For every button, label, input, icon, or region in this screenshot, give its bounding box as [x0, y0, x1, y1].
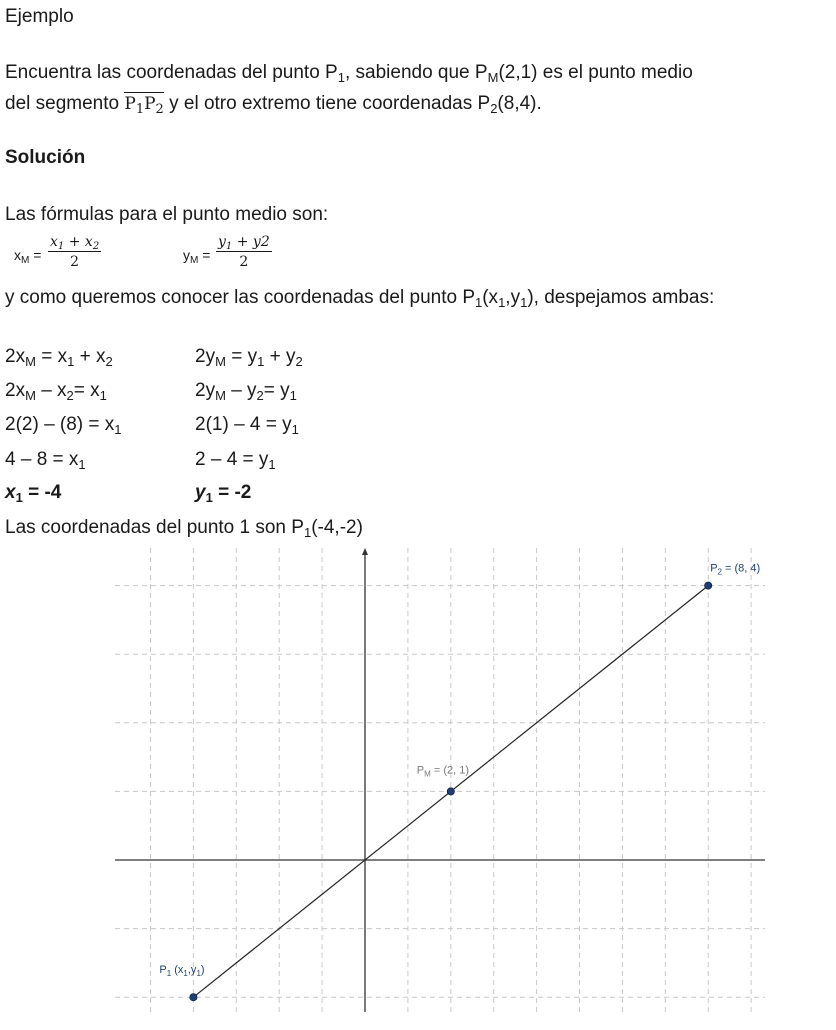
result-value: = -4: [22, 482, 62, 503]
subscript: M: [25, 388, 36, 403]
segment-letter: P: [144, 94, 156, 114]
problem-text: Encuentra las coordenadas del punto P: [5, 62, 338, 83]
subscript: 1: [15, 490, 23, 505]
step-text: + x: [74, 346, 106, 367]
point-p2: [705, 582, 712, 589]
problem-text: (2,1) es el punto medio: [498, 62, 693, 83]
subscript: M: [215, 354, 226, 369]
subscript: 1: [67, 354, 75, 369]
step-text: – x: [35, 380, 67, 401]
solution-heading-text: Solución: [5, 147, 86, 168]
sentence-text: (x: [482, 287, 499, 308]
problem-text: , sabiendo que P: [344, 62, 488, 83]
formula-var: x: [14, 247, 21, 263]
subscript: 1: [498, 295, 506, 310]
step-text: 2x: [5, 346, 26, 367]
subscript: 2: [66, 388, 74, 403]
step-text: 2x: [5, 380, 26, 401]
step-text: = y: [225, 346, 258, 367]
step-text: = x: [35, 346, 68, 367]
subscript: M: [21, 255, 30, 266]
formula-var: y: [183, 247, 190, 263]
formula-var: + y2: [236, 234, 270, 250]
subscript: 1: [520, 295, 528, 310]
problem-text: y el otro extremo tiene coordenadas P: [163, 93, 491, 114]
point-label-p1: $P_1$ $(x_1,y_1)$: [159, 964, 205, 979]
step-text: 2 – 4 = y: [195, 449, 269, 470]
grid-vertical-lines: [151, 548, 752, 1012]
subscript: 1: [114, 422, 122, 437]
subscript: 1: [475, 295, 483, 310]
point-label-pm: $P_M = (2$, 1): [416, 764, 470, 779]
subscript: M: [190, 255, 199, 266]
step-text: 2y: [195, 380, 216, 401]
subscript: 2: [155, 102, 164, 117]
sentence-text: ,y: [505, 287, 521, 308]
subscript: M: [487, 70, 499, 85]
subscript: M: [215, 388, 226, 403]
subscript: 1: [291, 422, 299, 437]
step-text: = y: [263, 380, 290, 401]
formula-var: x: [50, 234, 58, 250]
subscript: 1: [205, 490, 213, 505]
step-text: 2(1) – 4 = y: [195, 414, 292, 435]
subscript: 1: [225, 241, 233, 252]
graph-labels: [159, 563, 760, 979]
subscript: 1: [99, 388, 107, 403]
example-heading-text: Ejemplo: [5, 6, 74, 27]
sentence-text: ), despejamos ambas:: [527, 287, 715, 308]
subscript: 1: [257, 354, 265, 369]
formulas-intro-text: Las fórmulas para el punto medio son:: [5, 204, 329, 225]
subscript: 1: [78, 457, 86, 472]
subscript: 1: [135, 102, 145, 117]
subscript: M: [25, 354, 36, 369]
step-text: 4 – 8 = x: [5, 449, 79, 470]
subscript: 1: [289, 388, 297, 403]
equals-sign: =: [198, 247, 211, 263]
conclusion-text: (-4,-2): [311, 517, 363, 538]
step-text: 2y: [195, 346, 216, 367]
problem-text: del segmento: [5, 93, 125, 114]
y-axis-arrow-icon: [362, 548, 368, 555]
subscript: 1: [57, 241, 65, 252]
subscript: 2: [490, 101, 498, 116]
result-var: y: [195, 482, 206, 503]
subscript: 2: [92, 241, 100, 252]
point-label-p2: $P_2 = (8$, 4): [710, 562, 761, 577]
conclusion-text: Las coordenadas del punto 1 son P: [5, 517, 304, 538]
subscript: 2: [295, 354, 303, 369]
grid-horizontal-lines: [115, 586, 765, 998]
segment-letter: P: [124, 94, 136, 114]
fraction-denominator: 2: [239, 254, 249, 270]
formula-var: + x: [68, 234, 93, 250]
subscript: 1: [337, 70, 345, 85]
subscript: 1: [303, 525, 312, 540]
subscript: 2: [256, 388, 264, 403]
result-value: = -2: [212, 482, 252, 503]
point-p1: [190, 994, 197, 1001]
equals-sign: =: [29, 247, 42, 263]
subscript: 2: [105, 354, 113, 369]
sentence-text: y como queremos conocer las coordenadas del punto P: [5, 287, 475, 308]
step-text: – y: [225, 380, 257, 401]
fraction-denominator: 2: [70, 254, 80, 270]
formula-var: y: [218, 234, 226, 250]
step-text: 2(2) – (8) = x: [5, 414, 115, 435]
subscript: 1: [268, 457, 276, 472]
result-var: x: [5, 482, 16, 503]
problem-text: (8,4).: [497, 93, 542, 114]
point-pm: [447, 788, 454, 795]
step-text: + y: [264, 346, 296, 367]
step-text: = x: [73, 380, 100, 401]
